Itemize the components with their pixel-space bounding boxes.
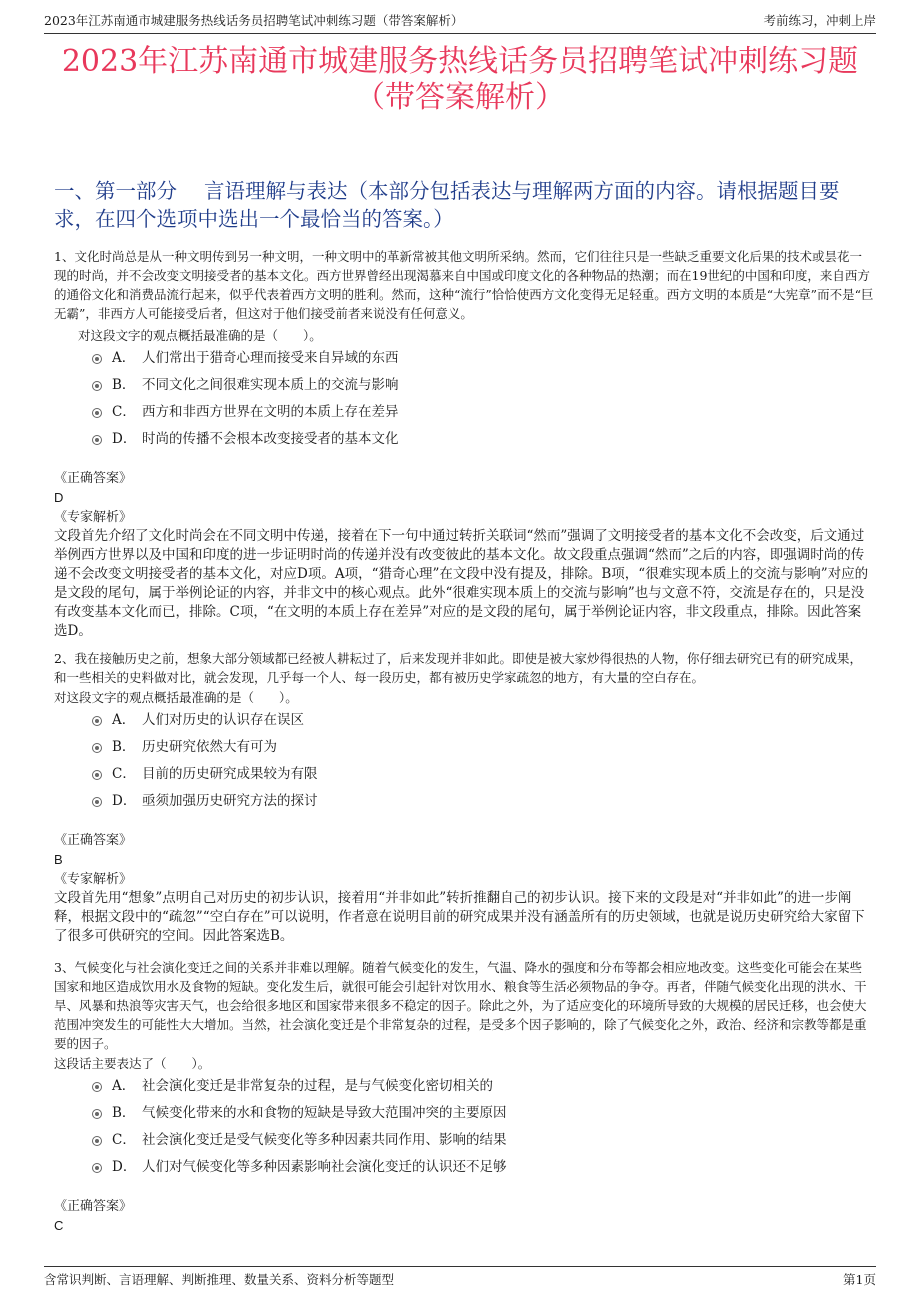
question-3-option-d[interactable]: D． 人们对气候变化等多种因素影响社会演化变迁的认识还不足够 bbox=[92, 1156, 507, 1178]
question-2-option-b[interactable]: B． 历史研究依然大有可为 bbox=[92, 736, 277, 758]
question-2-explanation: 文段首先用“想象”点明自己对历史的初步认识，接着用“并非如此”转折推翻自己的初步认识。接下来的文段是对“并非如此”的进一步阐释，根据文段中的“疏忽”“空白存在”可以说明，作者意在说明目前的研究成果并没有涵盖所有的历史领域，也就是说历史研究给大家留下了很多可供研究的空间。因此答案选B。 bbox=[54, 890, 865, 944]
question-2-option-c[interactable]: C． 目前的历史研究成果较为有限 bbox=[92, 763, 318, 785]
question-1-stem: 1、文化时尚总是从一种文明传到另一种文明，一种文明中的革新常被其他文明所采纳。然而，它们往往只是一些缺乏重要文化后果的技术或昙花一现的时尚，并不会改变文明接受者的基本文化。西方世界曾经出现渴慕来自中国或印度文化的各种物品的热潮；而在19世纪的中国和印度，来自西方的通俗文化和消费品流行起来，似乎代表着西方文明的胜利。然而，这种“流行”恰恰使西方文化变得无足轻重。西方文明的本质是“大宪章”而不是“巨无霸”，非西方人可能接受后者，但这对于他们接受前者来说没有任何意义。 bbox=[54, 249, 874, 321]
question-1-prompt: 对这段文字的观点概括最准确的是（ ）。 bbox=[78, 328, 322, 343]
section-heading: 一、第一部分 言语理解与表达（本部分包括表达与理解两方面的内容。请根据题目要求，在四个选项中选出一个最恰当的答案。） bbox=[54, 179, 840, 231]
question-2-stem: 2、我在接触历史之前，想象大部分领域都已经被人耕耘过了，后来发现并非如此。即使是被大家炒得很热的人物，你仔细去研究已有的研究成果，和一些相关的史料做对比，就会发现，几乎每一个人、每一段历史，都有被历史学家疏忽的地方，有大量的空白存在。 bbox=[54, 651, 862, 685]
radio-icon[interactable] bbox=[92, 1109, 102, 1119]
question-3-option-b[interactable]: B． 气候变化带来的水和食物的短缺是导致大范围冲突的主要原因 bbox=[92, 1102, 507, 1124]
question-1-explanation: 文段首先介绍了文化时尚会在不同文明中传递，接着在下一句中通过转折关联词“然而”强调了文明接受者的基本文化不会改变，后文通过举例西方世界以及中国和印度的进一步证明时尚的传递并没有改变彼此的基本文化。故文段重点强调“然而”之后的内容，即强调时尚的传递不会改变文明接受者的基本文化，对应D项。A项，“猎奇心理”在文段中没有提及，排除。B项，“很难实现本质上的交流与影响”对应的是文段的尾句，属于举例论证的内容，并非文中的核心观点。此外“很难实现本质上的交流与影响”也与文意不符，交流是存在的，只是没有改变基本文化而已，排除。C项，“在文明的本质上存在差异”对应的是文段的尾句，属于举例论证内容，非文段重点，排除。因此答案选D。 bbox=[54, 528, 869, 639]
footer-topics: 含常识判断、言语理解、判断推理、数量关系、资料分析等题型 bbox=[44, 1272, 395, 1287]
page-header bbox=[44, 11, 876, 34]
question-3-answer: C bbox=[54, 1218, 64, 1233]
question-3-answer-label: 《正确答案》 bbox=[54, 1199, 133, 1214]
radio-icon[interactable] bbox=[92, 435, 102, 445]
question-1-answer: D bbox=[54, 490, 64, 505]
question-1-option-d[interactable]: D． 时尚的传播不会根本改变接受者的基本文化 bbox=[92, 428, 399, 450]
radio-icon[interactable] bbox=[92, 381, 102, 391]
radio-icon[interactable] bbox=[92, 1163, 102, 1173]
radio-icon[interactable] bbox=[92, 716, 102, 726]
radio-icon[interactable] bbox=[92, 408, 102, 418]
question-3-option-c[interactable]: C． 社会演化变迁是受气候变化等多种因素共同作用、影响的结果 bbox=[92, 1129, 507, 1151]
question-1-answer-label: 《正确答案》 bbox=[54, 471, 133, 486]
question-2-answer: B bbox=[54, 852, 63, 867]
question-3-option-a[interactable]: A． 社会演化变迁是非常复杂的过程，是与气候变化密切相关的 bbox=[92, 1075, 493, 1097]
question-2-expert-label: 《专家解析》 bbox=[54, 872, 133, 887]
question-1-option-b[interactable]: B． 不同文化之间很难实现本质上的交流与影响 bbox=[92, 374, 399, 396]
page-number: 第1页 bbox=[843, 1272, 876, 1287]
page-title: 2023年江苏南通市城建服务热线话务员招聘笔试冲刺练习题 bbox=[61, 44, 859, 79]
radio-icon[interactable] bbox=[92, 770, 102, 780]
question-2-answer-label: 《正确答案》 bbox=[54, 833, 133, 848]
question-2-option-d[interactable]: D． 亟须加强历史研究方法的探讨 bbox=[92, 790, 318, 812]
question-3-stem: 3、气候变化与社会演化变迁之间的关系并非难以理解。随着气候变化的发生，气温、降水的强度和分布等都会相应地改变。这些变化可能会在某些国家和地区造成饮用水及食物的短缺。变化发生后，就很可能会引起针对饮用水、粮食等生活必须物品的争夺。再者，伴随气候变化出现的洪水、干旱、风暴和热浪等灾害天气，也会给很多地区和国家带来很多不稳定的因子。除此之外，为了适应变化的环境所导致的大规模的居民迁移，也会使大范围冲突发生的可能性大大增加。当然，社会演化变迁是个非常复杂的过程，是受多个因子影响的，除了气候变化之外，政治、经济和宗教等都是重要的因子。 bbox=[54, 960, 867, 1051]
question-3-prompt: 这段话主要表达了（ ）。 bbox=[54, 1056, 211, 1071]
radio-icon[interactable] bbox=[92, 354, 102, 364]
page-subtitle: （带答案解析） bbox=[355, 80, 565, 115]
question-1-option-c[interactable]: C． 西方和非西方世界在文明的本质上存在差异 bbox=[92, 401, 399, 423]
radio-icon[interactable] bbox=[92, 743, 102, 753]
page-footer bbox=[44, 1266, 876, 1287]
question-1-expert-label: 《专家解析》 bbox=[54, 510, 133, 525]
question-2-prompt: 对这段文字的观点概括最准确的是（ ）。 bbox=[54, 690, 298, 705]
header-slogan: 考前练习，冲刺上岸 bbox=[763, 13, 876, 28]
radio-icon[interactable] bbox=[92, 797, 102, 807]
header-doc-title: 2023年江苏南通市城建服务热线话务员招聘笔试冲刺练习题（带答案解析） bbox=[44, 13, 464, 28]
question-2-option-a[interactable]: A． 人们对历史的认识存在误区 bbox=[92, 709, 304, 731]
radio-icon[interactable] bbox=[92, 1136, 102, 1146]
radio-icon[interactable] bbox=[92, 1082, 102, 1092]
question-1-option-a[interactable]: A． 人们常出于猎奇心理而接受来自异域的东西 bbox=[92, 347, 399, 369]
